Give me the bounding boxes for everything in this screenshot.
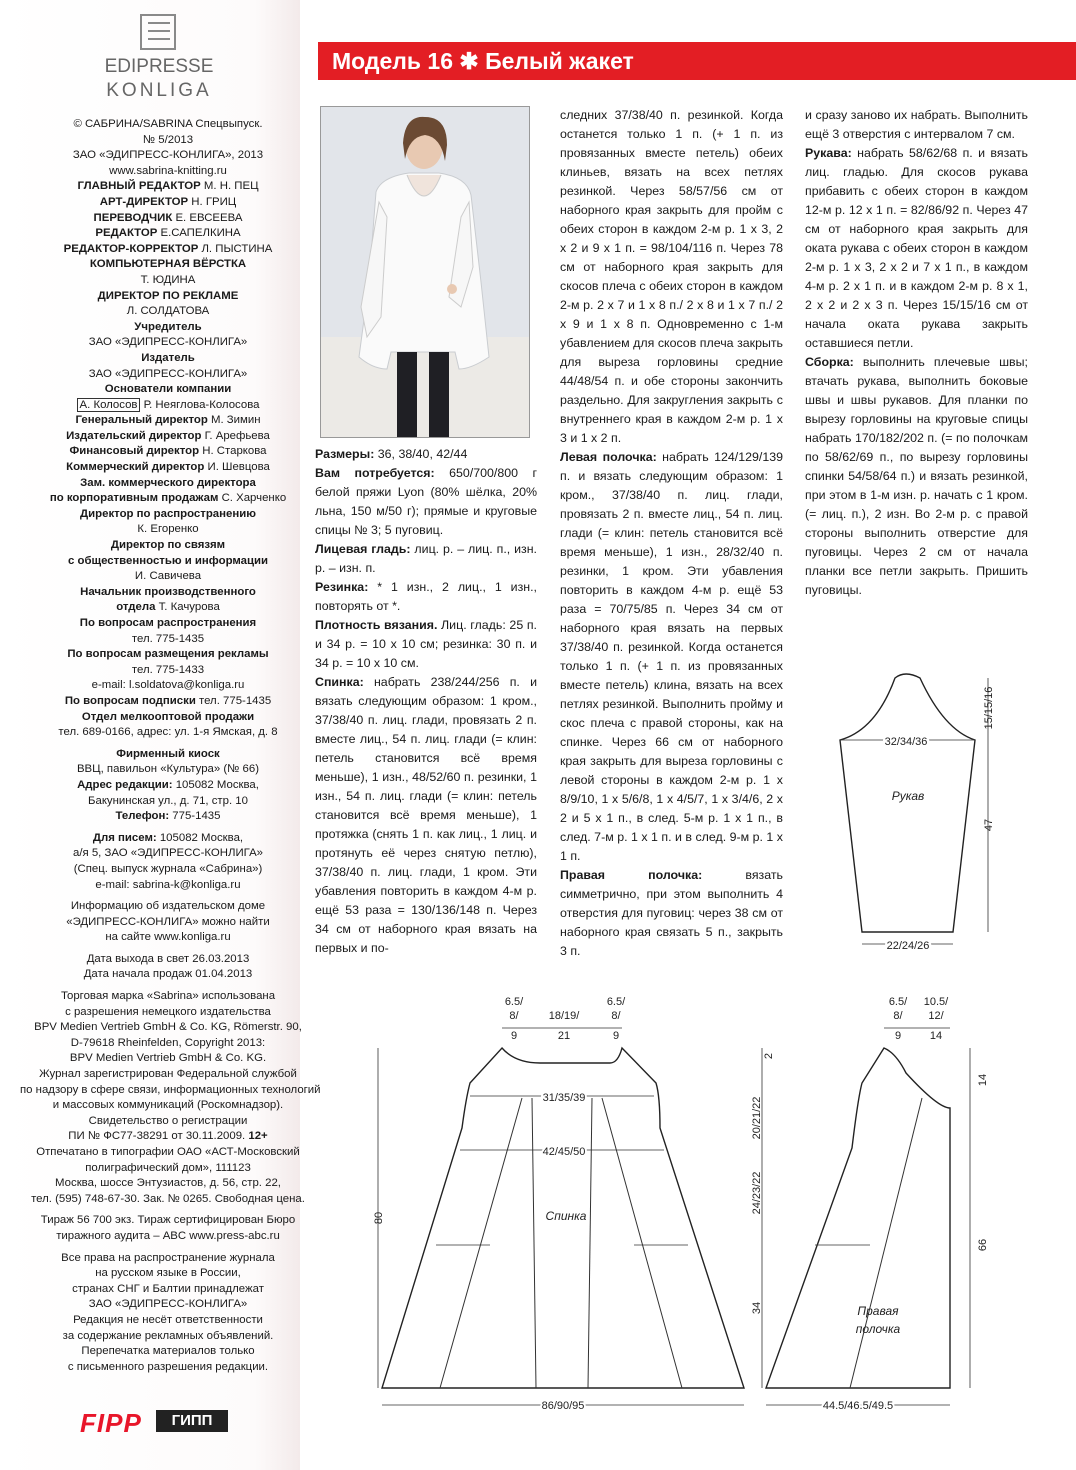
instruction-text: набрать 58/62/68 п. и вязать лиц. гладью. Для скосов рукава прибавить с обеих сторон в каждом 12-м р. 12 x 1 п. = 82/86/92 п. Через 47 см от наборного края закрыть для оката рукава с обеих сторон в каждом 2-м р. 1 x 3, 2 x 2 и 7 x 1 п., в каждом 4-м р. 2 x 1 п. и в каждом 2-м р. 8 x 1, 2 x 2 и 2 x 3 п. Через 15/15/16 см от начала оката рукава закрыть оставшиеся петли.	[805, 146, 1028, 350]
imprint-line	[20, 195, 316, 211]
fipp-logo: FIPP	[80, 1408, 142, 1438]
imprint-role: отдела	[116, 601, 156, 614]
imprint-value: тел. 775-1435	[195, 694, 272, 707]
imprint-role: По вопросам подписки	[64, 694, 196, 707]
instruction-text: следних 37/38/40 п. резинкой. Когда останется только 1 п. (+ 1 п. из провязанных вместе петель) обеих клиньев, вязать на всех петлях резинкой. Через 58/57/56 см от наборного края закрыть для пройм с обеих сторон в каждом 2-м р. 1 x 3, 2 x 2 и 9 x 1 п. = 98/104/116 п. Через 78 см от наборного края закрыть для скосов плеча с обеих сторон в каждом 2-м р. 2 x 7 и 1 x 8 п./ 2 x 8 и 1 x 7 п./ 2 x 9 и 1 x 8 п. Одновременно с 1-м убавлением для скосов плеча закрыть для выреза горловины средние 44/48/54 п. и обе стороны закончить раздельно. Для закругления закрыть с внутреннего края в каждом 2-м р. 1 x 3 и 1 x 2 п.	[560, 108, 783, 445]
imprint-role: ПЕРЕВОДЧИК	[93, 211, 173, 224]
imprint-role: Телефон:	[115, 810, 170, 823]
imprint-role: Фирменный киоск	[116, 747, 220, 760]
imprint-value: а/я 5, ЗАО «ЭДИПРЕСС-КОНЛИГА»	[72, 847, 263, 860]
imprint-role: Отдел мелкооптовой продажи	[81, 710, 255, 723]
imprint-value: Л. СОЛДАТОВА	[126, 305, 210, 318]
imprint-value: Перепечатка материалов только	[81, 1345, 255, 1358]
back-shoulder-left-1: 6.5/	[504, 996, 524, 1008]
imprint-line	[20, 616, 316, 632]
imprint-line	[20, 725, 316, 741]
imprint-line	[20, 1213, 316, 1229]
imprint-value: © САБРИНА/SABRINA Спецвыпуск.	[73, 118, 263, 130]
imprint-value: М. Зимин	[207, 414, 261, 427]
back-shoulder-left-3: 9	[510, 1030, 518, 1042]
imprint-value: М. Н. ПЕЦ	[200, 180, 259, 193]
front-neck-1: 10.5/	[923, 996, 949, 1008]
imprint-role: Издатель	[141, 351, 195, 364]
imprint-line	[20, 915, 316, 931]
imprint-line	[20, 507, 316, 523]
instruction-paragraph	[805, 144, 1028, 353]
imprint-line	[20, 952, 316, 968]
imprint-role: Для писем:	[92, 831, 157, 844]
front-label-2: полочка	[855, 1322, 901, 1336]
imprint-text	[20, 117, 321, 1375]
imprint-role: КОМПЬЮТЕРНАЯ ВЁРСТКА	[89, 258, 247, 271]
imprint-role: Адрес редакции:	[77, 778, 173, 791]
imprint-line	[20, 762, 316, 778]
imprint-line	[20, 1114, 316, 1130]
imprint-value: Торговая марка «Sabrina» использована	[60, 990, 276, 1003]
instruction-text: вязать симметрично, при этом выполнить 4 отверстия для пуговиц: через 38 см от наборного края связать 5 п., закрыть 3 п.	[560, 868, 783, 958]
imprint-value: ПИ № ФС77-38291 от 30.11.2009.	[68, 1130, 246, 1143]
imprint-line	[20, 585, 316, 601]
gipp-logo: ГИПП	[156, 1410, 228, 1432]
imprint-value: Свидетельство о регистрации	[88, 1114, 248, 1127]
instruction-paragraph	[560, 106, 783, 448]
imprint-value: 105082 Москва,	[156, 831, 244, 844]
instruction-heading: Плотность вязания.	[315, 618, 438, 632]
imprint-line	[20, 382, 316, 398]
imprint-value: ЗАО «ЭДИПРЕСС-КОНЛИГА»	[88, 1298, 248, 1311]
front-neck-3: 14	[929, 1030, 943, 1042]
imprint-line	[20, 1229, 316, 1245]
imprint-value: e-mail: l.soldatova@konliga.ru	[91, 679, 245, 692]
imprint-line	[20, 117, 316, 133]
imprint-role: Учредитель	[134, 320, 202, 333]
imprint-line	[20, 413, 316, 429]
imprint-role: РЕДАКТОР	[95, 227, 158, 240]
instruction-paragraph	[315, 540, 537, 578]
imprint-value: Н. Старкова	[199, 445, 267, 458]
back-diagram	[360, 988, 775, 1418]
model-photo	[320, 106, 530, 438]
imprint-value: Р. Неяглова-Колосова	[140, 398, 260, 411]
front-shoulder-2: 8/	[893, 1010, 903, 1022]
front-diagram	[760, 988, 1000, 1418]
imprint-value: на сайте www.konliga.ru	[105, 931, 231, 944]
imprint-value: ЗАО «ЭДИПРЕСС-КОНЛИГА»	[88, 336, 248, 349]
imprint-line	[20, 1329, 316, 1345]
brand-name: EDIPRESSE	[104, 56, 214, 77]
imprint-role: Издательский директор	[66, 429, 202, 442]
imprint-role: по корпоративным продажам	[49, 492, 219, 505]
imprint-line	[20, 1176, 316, 1192]
front-shoulder-1: 6.5/	[888, 996, 908, 1008]
imprint-value: BPV Medien Vertrieb GmbH & Co. KG.	[69, 1052, 267, 1065]
instruction-text: набрать 238/244/256 п. и вязать следующим образом: 1 кром., 37/38/40 п. лиц. глади, провязать 2 п. вместе лиц., 54 п. лиц. глади (= клин: петель становится всё время меньше), 1 изн., 48/52/60 п. резинки, 1 изн., 54 п. лиц. глади (= клин: петель становится всё время меньше), 1 протяжка (снять 1 п. как лиц., 1 лиц. и протянуть её через снятую петлю), 37/38/40 п. лиц. глади, 1 кром. Эти убавления повторить в каждом 4-м р. ещё 53 раза = 130/136/148 п. Через 34 см от наборного края вязать на первых и по-	[315, 675, 537, 955]
instruction-text: выполнить плечевые швы; втачать рукава, выполнить боковые швы и швы рукавов. Для планки по вырезу горловины на круговые спицы набрать 170/182/202 п. (= по полочкам по 58/62/69 п., по вырезу горловины спинки 54/58/64 п.) и вязать резинкой, при этом в 1-м изн. р. начать с 1 кром. (= лиц. п.), 2 изн. Во 2-м р. с правой стороны выполнить отверстие для пуговицы. Через 2 см от начала планки все петли закрыть. Пришить пуговицы.	[805, 355, 1028, 597]
instructions-column-1	[315, 445, 537, 958]
edipresse-logo-icon	[140, 14, 176, 50]
back-bottom-width: 86/90/95	[541, 1400, 585, 1412]
imprint-value: 775-1435	[169, 810, 221, 823]
instruction-heading: Лицевая гладь:	[315, 542, 411, 556]
imprint-boxed-name: А. Колосов	[77, 398, 141, 412]
imprint-line	[20, 1266, 316, 1282]
imprint-line	[20, 1098, 316, 1114]
instruction-paragraph	[315, 464, 537, 540]
imprint-role: ГЛАВНЫЙ РЕДАКТОР	[77, 180, 201, 193]
instruction-heading: Рукава:	[805, 146, 852, 160]
imprint-line	[20, 1036, 316, 1052]
imprint-line	[20, 226, 316, 242]
imprint-line	[20, 538, 316, 554]
back-shoulder-left-2: 8/	[509, 1010, 519, 1022]
instruction-text: Лиц. гладь: 25 п. и 34 р. = 10 x 10 см; резинка: 30 п. и 34 р. = 10 x 10 см.	[315, 618, 537, 670]
back-shoulder-right-3: 9	[612, 1030, 620, 1042]
imprint-line	[20, 647, 316, 663]
back-neck-2: 21	[557, 1030, 571, 1042]
imprint-line	[20, 632, 316, 648]
instruction-paragraph	[805, 106, 1028, 144]
front-neck-2: 12/	[928, 1010, 944, 1022]
imprint-line	[20, 1297, 316, 1313]
imprint-value: D-79618 Rheinfelden, Copyright 2013:	[70, 1036, 266, 1049]
back-neck-drop: 2	[763, 1052, 775, 1060]
imprint-line	[20, 747, 316, 763]
imprint-line	[20, 710, 316, 726]
imprint-value: Тираж 56 700 экз. Тираж сертифицирован Бюро	[40, 1214, 296, 1227]
imprint-line	[20, 1282, 316, 1298]
imprint-value: (Спец. выпуск журнала «Сабрина»)	[73, 862, 263, 875]
imprint-value: за содержание рекламных объявлений.	[62, 1329, 274, 1342]
back-chest-width: 31/35/39	[542, 1092, 586, 1104]
imprint-line	[20, 211, 316, 227]
imprint-line	[20, 899, 316, 915]
imprint-line	[20, 1005, 316, 1021]
imprint-value: странах СНГ и Балтии принадлежат	[72, 1282, 264, 1295]
instruction-paragraph	[560, 448, 783, 866]
imprint-value: Отпечатано в типографии ОАО «АСТ-Московский	[36, 1146, 300, 1158]
imprint-line	[20, 476, 316, 492]
imprint-role: РЕДАКТОР-КОРРЕКТОР	[63, 242, 199, 255]
imprint-value: по надзору в сфере связи, информационных технологий	[20, 1083, 321, 1096]
instruction-heading: Спинка:	[315, 675, 364, 689]
instruction-heading: Резинка:	[315, 580, 369, 594]
sleeve-label: Рукав	[891, 789, 925, 803]
imprint-role: Коммерческий директор	[66, 461, 205, 474]
imprint-value: BPV Medien Vertrieb GmbH & Co. KG, Römerstr. 90,	[34, 1021, 302, 1034]
imprint-value: Москва, шоссе Энтузиастов, д. 56, стр. 22,	[55, 1177, 281, 1190]
back-waist-width: 42/45/50	[542, 1146, 586, 1158]
imprint-value: на русском языке в России,	[95, 1267, 241, 1280]
imprint-value: тиражного аудита – ABC www.press-abc.ru	[56, 1229, 280, 1242]
imprint-value: Т. Качурова	[155, 601, 220, 614]
imprint-role: Директор по распространению	[80, 507, 256, 520]
imprint-line	[20, 522, 316, 538]
imprint-line	[20, 794, 316, 810]
imprint-value: «ЭДИПРЕСС-КОНЛИГА» можно найти	[66, 915, 270, 928]
instruction-text: и сразу заново их набрать. Выполнить ещё 3 отверстия с интервалом 7 см.	[805, 108, 1028, 141]
brand-subname: KONLIGA	[106, 80, 212, 101]
front-height: 66	[977, 1238, 989, 1252]
imprint-line	[20, 569, 316, 585]
imprint-line	[20, 1067, 316, 1083]
imprint-value: тел. (595) 748-67-30. Зак. № 0265. Свободная цена.	[31, 1192, 305, 1205]
sleeve-length: 47	[983, 818, 995, 832]
instruction-heading: Сборка:	[805, 355, 854, 369]
imprint-line	[20, 862, 316, 878]
imprint-value: тел. 775-1435	[131, 632, 205, 645]
imprint-value: Е. ЕВСЕЕВА	[172, 211, 243, 224]
imprint-line	[20, 1344, 316, 1360]
back-armhole-height: 20/21/22	[751, 1096, 763, 1140]
back-neck-1: 18/19/	[548, 1010, 580, 1022]
instruction-paragraph	[315, 673, 537, 958]
imprint-line	[20, 304, 316, 320]
instruction-paragraph	[315, 616, 537, 673]
imprint-role: Генеральный директор	[75, 414, 208, 427]
imprint-value: И. Савичева	[134, 570, 202, 583]
imprint-line	[20, 678, 316, 694]
instruction-text: * 1 изн., 2 лиц., 1 изн., повторять от *.	[315, 580, 537, 613]
sleeve-diagram	[820, 670, 1020, 960]
instructions-column-2	[560, 106, 783, 961]
imprint-line	[20, 289, 316, 305]
imprint-value: и массовых коммуникаций (Роскомнадзор).	[52, 1099, 284, 1112]
sleeve-cap-height: 15/15/16	[983, 686, 995, 730]
imprint-value: Все права на распространение журнала	[61, 1251, 275, 1264]
imprint-value: тел. 689-0166, адрес: ул. 1-я Ямская, д. 8	[58, 726, 278, 739]
imprint-value: e-mail: sabrina-k@konliga.ru	[95, 878, 241, 891]
imprint-value: № 5/2013	[142, 133, 194, 146]
age-rating: 12+	[245, 1130, 268, 1143]
imprint-value: ЗАО «ЭДИПРЕСС-КОНЛИГА», 2013	[72, 149, 264, 162]
imprint-value: Редакция не несёт ответственности	[73, 1313, 263, 1326]
imprint-line	[20, 1161, 316, 1177]
imprint-line	[20, 694, 316, 710]
imprint-value: 105082 Москва,	[172, 778, 259, 791]
imprint-value: Бакунинская ул., д. 71, стр. 10	[88, 794, 248, 807]
sleeve-bottom-width: 22/24/26	[886, 940, 930, 952]
imprint-line	[20, 878, 316, 894]
front-neck-depth: 14	[977, 1073, 989, 1087]
instruction-paragraph	[315, 578, 537, 616]
back-height: 80	[373, 1211, 385, 1225]
imprint-line	[20, 663, 316, 679]
imprint-value: Журнал зарегистрирован Федеральной службой	[39, 1068, 297, 1081]
instruction-paragraph	[805, 353, 1028, 600]
instructions-column-3	[805, 106, 1028, 600]
imprint-role: Начальник производственного	[80, 585, 256, 598]
imprint-role: Финансовый директор	[69, 445, 200, 458]
imprint-value: И. Шевцова	[204, 461, 270, 474]
imprint-line	[20, 242, 316, 258]
imprint-value: Дата выхода в свет 26.03.2013	[86, 952, 250, 965]
imprint-line	[20, 398, 316, 414]
imprint-role: Зам. коммерческого директора	[80, 476, 256, 489]
imprint-line	[20, 1251, 316, 1267]
imprint-value: Дата начала продаж 01.04.2013	[83, 968, 253, 981]
sidebar-imprint	[0, 0, 321, 1470]
back-lower-height: 34	[751, 1301, 763, 1315]
back-label: Спинка	[545, 1209, 587, 1223]
imprint-line	[20, 257, 316, 273]
imprint-line	[20, 554, 316, 570]
imprint-role: По вопросам размещения рекламы	[67, 648, 269, 661]
imprint-line	[20, 491, 316, 507]
imprint-value: С. Харченко	[218, 492, 287, 505]
instruction-heading: Размеры:	[315, 447, 375, 461]
imprint-line	[20, 273, 316, 289]
imprint-line	[20, 1020, 316, 1036]
instruction-heading: Вам потребуется:	[315, 466, 435, 480]
front-bottom-width: 44.5/46.5/49.5	[822, 1400, 894, 1412]
imprint-line	[20, 335, 316, 351]
imprint-line	[20, 429, 316, 445]
back-shoulder-right-1: 6.5/	[606, 996, 626, 1008]
imprint-value: с письменного разрешения редакции.	[67, 1360, 269, 1373]
imprint-role: Директор по связям	[110, 539, 226, 552]
instruction-paragraph	[560, 866, 783, 961]
imprint-line	[20, 1129, 316, 1145]
model-photo-illustration	[321, 107, 529, 437]
instruction-text: 650/700/800 г белой пряжи Lyon (80% шёлка, 20% льна, 150 м/50 г); прямые и круговые спицы № 3; 5 пуговиц.	[315, 466, 538, 537]
imprint-line	[20, 778, 316, 794]
imprint-line	[20, 930, 316, 946]
imprint-line	[20, 831, 316, 847]
imprint-line	[20, 179, 316, 195]
imprint-line	[20, 1051, 316, 1067]
imprint-value: полиграфический дом», 111123	[85, 1161, 251, 1174]
imprint-line	[20, 1145, 316, 1161]
imprint-line	[20, 1313, 316, 1329]
back-shoulder-right-2: 8/	[611, 1010, 621, 1022]
imprint-value: с разрешения немецкого издательства	[65, 1005, 271, 1018]
instruction-text: 36, 38/40, 42/44	[374, 447, 468, 461]
imprint-line	[20, 1360, 316, 1376]
sleeve-top-width: 32/34/36	[884, 736, 928, 748]
imprint-line	[20, 846, 316, 862]
imprint-line	[20, 1192, 316, 1208]
back-mid-height: 24/23/22	[751, 1171, 763, 1215]
article-title: Модель 16 ✱ Белый жакет	[318, 42, 1076, 80]
imprint-value: К. Егоренко	[137, 523, 199, 536]
imprint-line	[20, 164, 316, 180]
imprint-role: ДИРЕКТОР ПО РЕКЛАМЕ	[97, 289, 239, 302]
instruction-paragraph	[315, 445, 537, 464]
imprint-value: Л. ПЫСТИНА	[198, 242, 273, 255]
imprint-value: Е.САПЕЛКИНА	[157, 227, 241, 240]
imprint-value: ЗАО «ЭДИПРЕСС-КОНЛИГА»	[88, 367, 248, 380]
imprint-line	[20, 989, 316, 1005]
imprint-line	[20, 320, 316, 336]
imprint-value: Информацию об издательском доме	[70, 900, 266, 913]
instruction-text: лиц. р. – лиц. п., изн. р. – изн. п.	[315, 542, 537, 575]
imprint-value: ВВЦ, павильон «Культура» (№ 66)	[76, 763, 260, 776]
imprint-role: Основатели компании	[104, 383, 232, 396]
imprint-line	[20, 1083, 321, 1099]
imprint-line	[20, 133, 316, 149]
imprint-value: Г. Арефьева	[201, 429, 270, 442]
imprint-role: с общественностью и информации	[67, 554, 268, 567]
imprint-value: тел. 775-1433	[131, 663, 205, 676]
imprint-line	[20, 460, 316, 476]
instruction-heading: Левая полочка:	[560, 450, 657, 464]
instruction-heading: Правая полочка:	[560, 868, 703, 882]
imprint-line	[20, 600, 316, 616]
imprint-line	[20, 367, 316, 383]
imprint-role: По вопросам распространения	[79, 617, 257, 629]
imprint-value: Т. ЮДИНА	[140, 273, 196, 286]
front-shoulder-3: 9	[894, 1030, 902, 1042]
imprint-line	[20, 148, 316, 164]
imprint-role: АРТ-ДИРЕКТОР	[99, 195, 189, 208]
imprint-line	[20, 351, 316, 367]
imprint-value: www.sabrina-knitting.ru	[109, 164, 227, 177]
imprint-line	[20, 967, 316, 983]
front-label-1: Правая	[857, 1304, 899, 1318]
imprint-line	[20, 444, 316, 460]
imprint-line	[20, 809, 316, 825]
instruction-text: набрать 124/129/139 п. и вязать следующим образом: 1 кром., 37/38/40 п. лиц. глади, провязать 2 п. вместе лиц., 54 п. лиц. глади (= клин: петель становится всё время меньше), 1 изн., 28/32/40 п. резинки, 1 кром. Эти убавления повторить в каждом 4-м р. ещё 53 раза = 70/75/85 п. Через 34 см от наборного края вязать на первых 37/38/40 п. резинкой. Когда останется только 1 п. (+ 1 п. из провязанных вместе петель) клина, вязать на всех петлях резинкой. Выполнить пройму и скос плеча с правой стороны, как на спинке. Через 66 см от наборного края закрыть для выреза горловины с левой стороны в каждом 2-м р. 1 x 8/9/10, 1 x 5/6/8, 1 x 4/5/7, 1 x 3/4/6, 2 x 2 и 5 x 1 п., в след. 5-м р. 1 x 1 п., в след. 7-м р. 1 x 1 п. и в след. 9-м р. 1 x 1 п.	[560, 450, 783, 863]
imprint-value: Н. ГРИЦ	[188, 195, 237, 208]
